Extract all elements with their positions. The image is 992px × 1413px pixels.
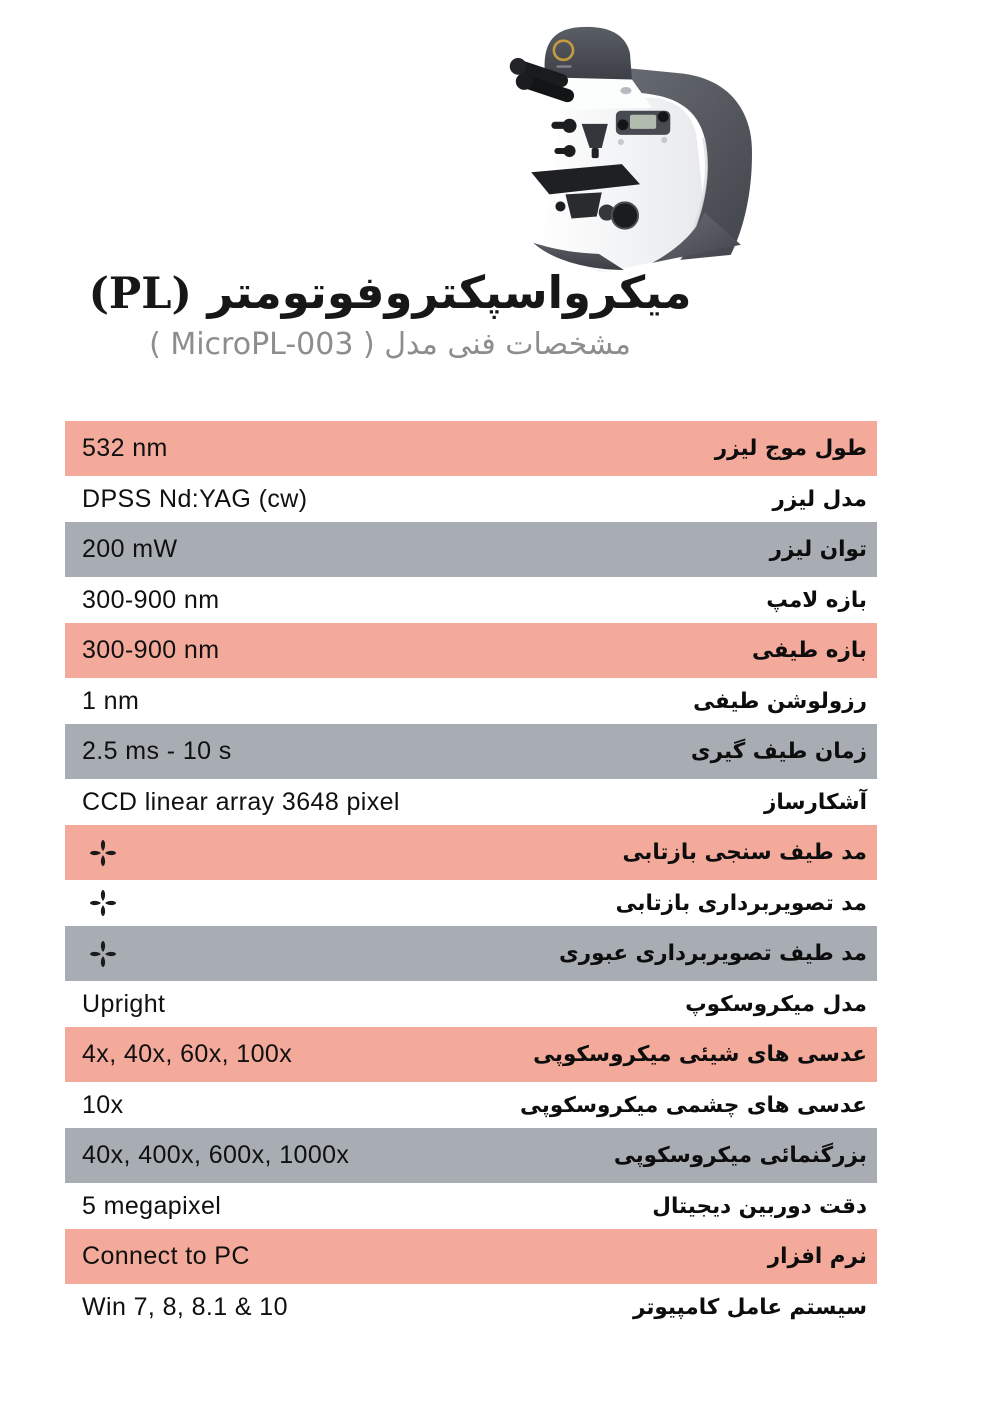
spec-row [65, 577, 877, 623]
page-subtitle: مشخصات فنی مدل ( MicroPL-003 ) [149, 327, 631, 363]
spec-row [65, 1229, 877, 1284]
spec-value [82, 939, 118, 969]
spec-row [65, 880, 877, 926]
spec-value: 1 nm [82, 686, 140, 715]
spec-value [82, 838, 118, 868]
spec-value: 532 nm [82, 434, 168, 462]
spec-row [65, 1082, 877, 1128]
spec-value: 40x, 400x, 600x, 1000x [82, 1141, 350, 1169]
spec-value: DPSS Nd:YAG (cw) [82, 484, 308, 513]
spec-label: نرم افزار [767, 1244, 867, 1269]
spec-label: مد طیف تصویربرداری عبوری [559, 941, 867, 966]
spec-row [65, 678, 877, 724]
four-petal-asterisk-icon [88, 888, 118, 918]
spec-label: توان لیزر [769, 537, 867, 562]
page-title-persian: میکرواسپکتروفوتومتر [207, 266, 692, 319]
spec-row [65, 623, 877, 678]
spec-value: 2.5 ms - 10 s [82, 737, 232, 765]
spec-table [65, 421, 877, 1330]
spec-label: عدسی های چشمی میکروسکوپی [520, 1092, 867, 1118]
page-title [78, 268, 702, 318]
spec-value: 300-900 nm [82, 585, 220, 614]
four-petal-asterisk-icon [88, 838, 118, 868]
spec-row [65, 926, 877, 981]
spec-row [65, 522, 877, 577]
spec-label: بازه لامپ [766, 587, 867, 613]
spec-value: 4x, 40x, 60x, 100x [82, 1040, 293, 1068]
spec-row [65, 1284, 877, 1330]
spec-value: 300-900 nm [82, 636, 220, 664]
spec-label: عدسی های شیئی میکروسکوپی [533, 1042, 867, 1067]
spec-value: 5 megapixel [82, 1191, 222, 1220]
microscope-product-image [503, 14, 765, 280]
spec-row [65, 981, 877, 1027]
spec-value: CCD linear array 3648 pixel [82, 787, 400, 816]
spec-label: طول موج لیزر [714, 436, 867, 461]
spec-value: Connect to PC [82, 1242, 250, 1270]
spec-label: زمان طیف گیری [690, 739, 867, 764]
spec-value: Win 7, 8, 8.1 & 10 [82, 1292, 288, 1321]
spec-row [65, 421, 877, 476]
spec-label: دقت دوربین دیجیتال [652, 1193, 867, 1219]
spec-label: آشکارساز [763, 789, 867, 815]
spec-label: مدل میکروسکوپ [685, 991, 867, 1017]
spec-label: مدل لیزر [772, 486, 867, 512]
microscope-illustration [503, 14, 765, 280]
spec-label: بازه طیفی [752, 638, 867, 663]
spec-row [65, 779, 877, 825]
spec-row [65, 1027, 877, 1082]
spec-value: Upright [82, 989, 166, 1018]
spec-row [65, 476, 877, 522]
spec-label: رزولوشن طیفی [693, 688, 867, 714]
spec-label: بزرگنمائی میکروسکوپی [613, 1143, 867, 1168]
spec-value: 200 mW [82, 535, 178, 563]
spec-row [65, 724, 877, 779]
spec-value: 10x [82, 1090, 124, 1119]
spec-label: سیستم عامل کامپیوتر [632, 1294, 867, 1320]
spec-value [82, 888, 118, 918]
spec-row [65, 1128, 877, 1183]
page-title-latin: (PL) [88, 269, 192, 319]
spec-label: مد طیف سنجی بازتابی [622, 840, 867, 865]
spec-row [65, 825, 877, 880]
spec-row [65, 1183, 877, 1229]
four-petal-asterisk-icon [88, 939, 118, 969]
spec-label: مد تصویربرداری بازتابی [615, 890, 867, 916]
heading-block [78, 268, 702, 362]
